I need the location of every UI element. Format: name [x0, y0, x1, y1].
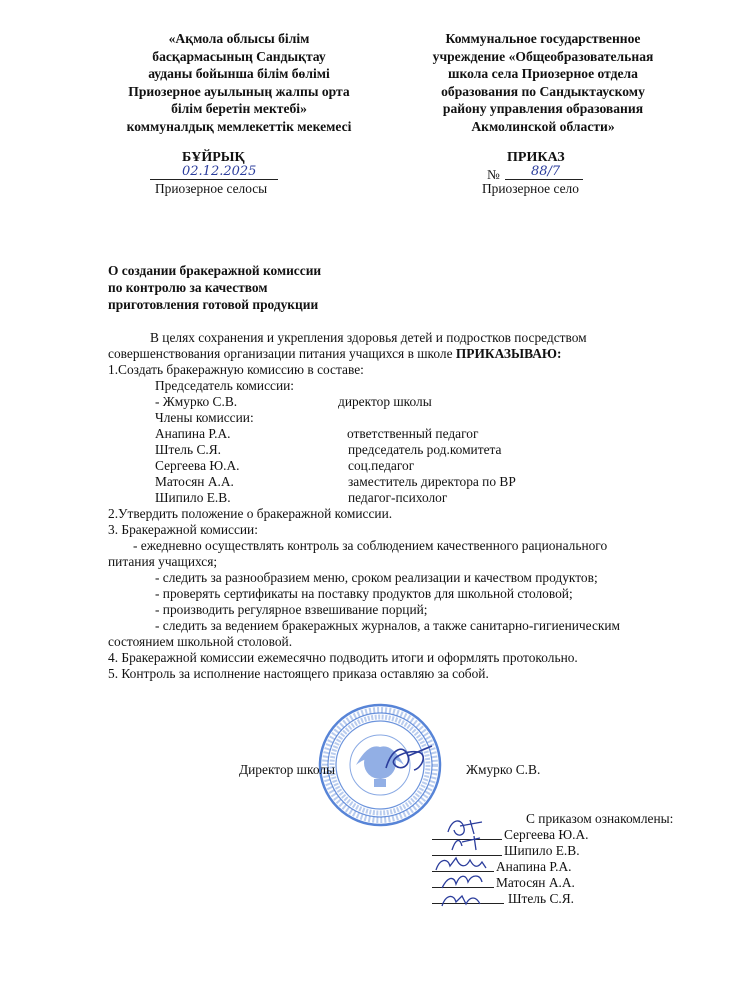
duty-5-line-2: состоянием школьной столовой.: [108, 634, 293, 649]
header-right-line: образования по Сандыктаускому: [441, 83, 645, 99]
chair-role: директор школы: [338, 394, 432, 409]
subject-line: приготовления готовой продукции: [108, 297, 319, 312]
subject-line: по контролю за качеством: [108, 280, 268, 295]
acquainted-label: С приказом ознакомлены:: [526, 811, 674, 826]
order-subject: [108, 262, 321, 313]
member-name: Сергеева Ю.А.: [155, 458, 240, 473]
member-name: Шипило Е.В.: [155, 490, 231, 505]
acquainted-name: Штель С.Я.: [508, 891, 574, 906]
header-left-kz: [105, 30, 373, 136]
duty-3: - проверять сертификаты на поставку продуктов для школьной столовой;: [155, 586, 573, 601]
header-left-line: ауданы бойынша білім бөлімі: [148, 66, 330, 82]
duty-1-line-1: - ежедневно осуществлять контроль за соблюдением качественного рационального: [133, 538, 608, 553]
member-name: Анапина Р.А.: [155, 426, 231, 441]
order-date-field: [150, 164, 278, 180]
duty-2: - следить за разнообразием меню, сроком реализации и качеством продуктов;: [155, 570, 598, 585]
item-5: 5. Контроль за исполнение настоящего приказа оставляю за собой.: [108, 666, 489, 681]
duty-5-line-1: - следить за ведением бракеражных журналов, а также санитарно-гигиеническим: [155, 618, 621, 633]
duty-4: - производить регулярное взвешивание порций;: [155, 602, 428, 617]
chair-name: - Жмурко С.В.: [155, 394, 238, 409]
item-2: 2.Утвердить положение о бракеражной комиссии.: [108, 506, 393, 521]
header-right-line: учреждение «Общеобразовательная: [432, 48, 654, 64]
header-right-line: школа села Приозерное отдела: [448, 66, 638, 82]
chair-label: Председатель комиссии:: [155, 378, 295, 393]
header-right-line: Акмолинской области»: [471, 118, 615, 134]
header-right-line: Коммунальное государственное: [445, 31, 641, 46]
item-4: 4. Бракеражной комиссии ежемесячно подводить итоги и оформлять протокольно.: [108, 650, 578, 665]
member-role: ответственный педагог: [347, 426, 479, 441]
order-verb: ПРИКАЗЫВАЮ:: [455, 346, 562, 361]
acquainted-name: Матосян А.А.: [496, 875, 575, 890]
intro-line-1: В целях сохранения и укрепления здоровья детей и подростков посредством: [150, 330, 587, 345]
member-role: председатель род.комитета: [348, 442, 502, 457]
header-right-ru: [405, 30, 681, 136]
order-title-kz: БҰЙРЫҚ: [182, 150, 245, 165]
header-right-line: району управления образования: [442, 101, 644, 117]
member-name: Штель С.Я.: [155, 442, 221, 457]
acquainted-signatures: [430, 812, 510, 912]
intro-text: совершенствования организации питания учащихся в школе: [108, 346, 456, 361]
header-left-line: басқармасының Сандықтау: [152, 48, 326, 64]
header-left-line: коммуналдық мемлекеттік мекемесі: [126, 118, 352, 134]
item-3: 3. Бракеражной комиссии:: [108, 522, 258, 537]
member-role: заместитель директора по ВР: [348, 474, 516, 489]
place-ru: Приозерное село: [482, 181, 579, 196]
order-number-prefix: №: [487, 167, 500, 182]
order-date: 02.12.2025: [182, 164, 257, 179]
order-title-ru: ПРИКАЗ: [507, 150, 565, 165]
header-left-line: «Ақмола облысы білім: [168, 31, 310, 46]
header-left-line: Приозерное ауылының жалпы орта: [128, 83, 350, 99]
intro-line-2: [108, 346, 561, 362]
member-role: педагог-психолог: [348, 490, 448, 505]
order-number: 88/7: [531, 164, 561, 179]
header-left-line: білім беретін мектебі»: [171, 101, 307, 117]
signature-position: Директор школы: [239, 762, 336, 777]
member-role: соц.педагог: [348, 458, 415, 473]
order-number-field: [505, 164, 583, 180]
duty-1-line-2: питания учащихся;: [108, 554, 218, 569]
members-label: Члены комиссии:: [155, 410, 254, 425]
place-kz: Приозерное селосы: [155, 181, 268, 196]
acquainted-name: Анапина Р.А.: [496, 859, 572, 874]
signature-name: Жмурко С.В.: [466, 762, 541, 777]
acquainted-name: Сергеева Ю.А.: [504, 827, 589, 842]
subject-line: О создании бракеражной комиссии: [108, 263, 322, 278]
member-name: Матосян А.А.: [155, 474, 234, 489]
item-1: 1.Создать бракеражную комиссию в составе:: [108, 362, 364, 377]
acquainted-name: Шипило Е.В.: [504, 843, 580, 858]
director-signature: [378, 738, 438, 778]
